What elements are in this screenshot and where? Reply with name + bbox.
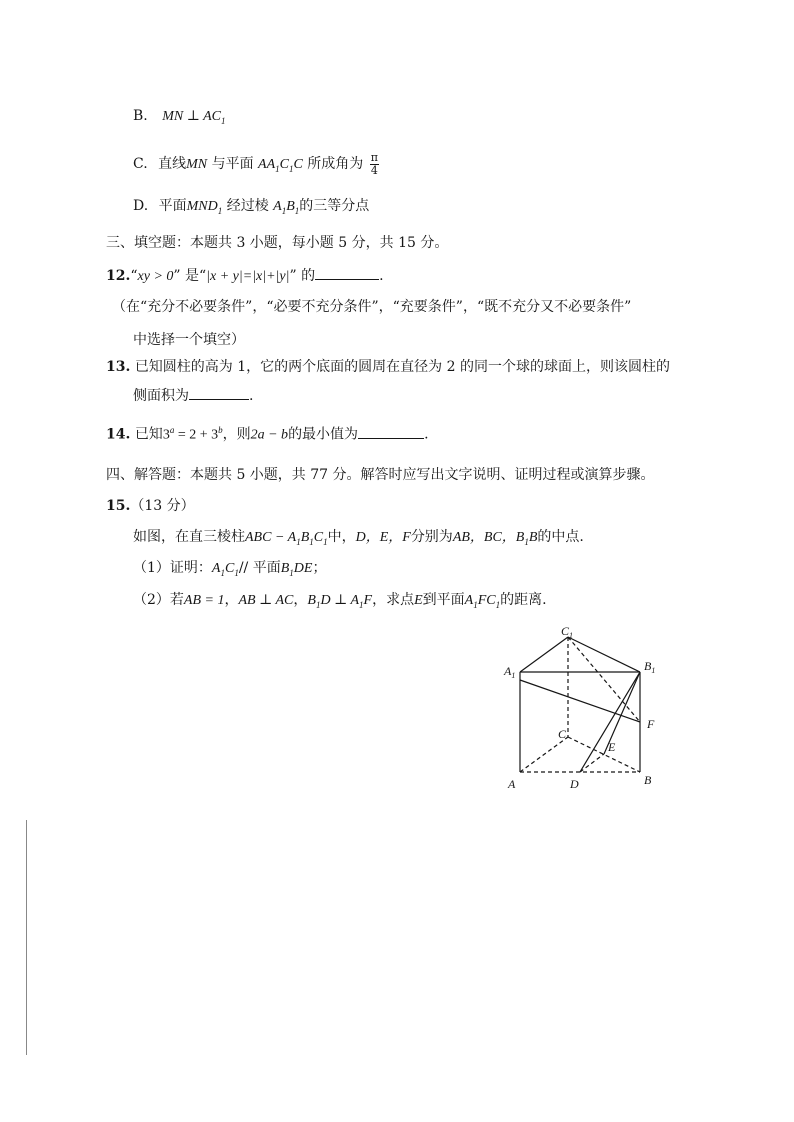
label-b: B (644, 773, 652, 787)
prism-figure (500, 620, 670, 795)
q15-part2 (133, 590, 547, 615)
q13-number: 13. (106, 359, 131, 375)
q14-eq-mid: = 2 + 3 (174, 427, 219, 443)
option-b-label: B. (133, 108, 148, 124)
q15-p2-mid: ，求点 (372, 592, 415, 608)
q15-prism-c: C (313, 530, 324, 545)
edge-a1c1 (520, 637, 568, 672)
option-c-mn: MN (186, 157, 208, 172)
option-d-label: D. (133, 198, 149, 214)
q14-end: . (424, 426, 429, 443)
q14-pre: 已知 (134, 426, 163, 443)
q15-prism-b: B (300, 530, 310, 545)
q15-p2-end: 的距离. (500, 592, 547, 608)
option-c-frac-den: 4 (370, 163, 378, 177)
q12-expression: |x + y|=|x|+|y| (206, 269, 290, 284)
option-b-sub: 1 (221, 115, 226, 126)
question-13 (106, 357, 670, 377)
option-d-s1: 1 (217, 205, 223, 216)
q15-p2-mid2: 到平面 (422, 592, 465, 608)
section-3-heading: 三、填空题：本题共 3 小题，每小题 5 分，共 15 分。 (106, 235, 449, 251)
q15-stem (133, 527, 584, 552)
option-c-frac-num: π (370, 150, 378, 164)
q15-number: 15. (106, 498, 131, 514)
q15-p2-f: F (363, 593, 373, 608)
label-c1: $C_1$ (561, 624, 574, 640)
option-c-plane: AA (258, 157, 276, 172)
q15-p2-b: B (307, 593, 316, 608)
q12-options-line2: 中选择一个填空） (133, 332, 245, 348)
label-b1: $B_1$ (644, 659, 656, 675)
q15-p2-perp: AB ⊥ AC (238, 593, 294, 608)
q15-p2-sub2: 1 (359, 599, 364, 610)
line-de (580, 754, 604, 772)
q15-p2-comma1: ， (224, 592, 239, 608)
q12-quote-open: “ (130, 268, 138, 284)
option-d-plane: MND (186, 199, 218, 214)
q15-stem-end: 的中点. (537, 529, 584, 545)
q14-expression: 2a − b (250, 427, 289, 443)
label-a1: $A_1$ (504, 664, 516, 680)
q15-p2-d: D ⊥ A (320, 593, 360, 608)
q15-p2-sub3: 1 (473, 599, 478, 610)
q14-sup-a: a (169, 425, 175, 435)
option-d-b: B (286, 199, 295, 214)
option-c-post: 所成角为 (307, 156, 364, 172)
q14-post: 的最小值为 (288, 426, 359, 443)
q15-edges-b: B (528, 530, 538, 545)
q15-p1-sub1: 1 (220, 567, 225, 578)
q15-p1-a: A (211, 561, 221, 576)
q15-part1 (133, 558, 326, 583)
option-c-label: C. (133, 156, 148, 172)
q15-p1-c: C (224, 561, 235, 576)
edge-ac (520, 737, 568, 772)
question-14 (106, 420, 429, 446)
q15-p1-sub2: 1 (234, 567, 239, 578)
q15-points-def: D，E，F (355, 530, 411, 545)
q15-p2-sub4: 1 (495, 599, 501, 610)
q15-edges: AB，BC，B (452, 530, 525, 545)
q14-mid: ，则 (222, 426, 251, 443)
option-c-c2: C (293, 157, 303, 172)
q12-options-line1: （在“充分不必要条件”，“必要不充分条件”，“充要条件”，“既不充分又不必要条件” (112, 299, 632, 315)
label-d: D (570, 777, 579, 791)
q14-number: 14. (106, 426, 131, 443)
q15-stem-mid2: 分别为 (410, 529, 453, 545)
q15-p2-fc: FC (477, 593, 496, 608)
option-b-text: MN ⊥ AC (162, 109, 222, 124)
label-f: F (647, 717, 655, 731)
q15-p2-label: （2）若 (133, 592, 184, 608)
q13-answer-blank[interactable] (189, 385, 249, 400)
q15-p1-b: B (280, 561, 290, 576)
q15-p2-a: A (464, 593, 474, 608)
q12-answer-blank[interactable] (315, 265, 379, 280)
option-c-s1: 1 (275, 163, 280, 174)
q15-points: （13 分） (130, 498, 195, 514)
label-e: E (608, 740, 616, 754)
q14-answer-blank[interactable] (358, 424, 424, 439)
option-d-mid: 经过棱 (226, 198, 269, 214)
q12-number: 12. (106, 268, 131, 284)
q15-p1-parallel: // 平面 (238, 560, 281, 576)
q12-quote-close: ” 的 (289, 268, 316, 284)
q15-p1-de: DE (293, 561, 313, 576)
q15-stem-pre: 如图，在直三棱柱 (133, 529, 245, 545)
option-c-fraction (370, 152, 379, 177)
q12-quote-mid: ” 是“ (173, 268, 207, 284)
option-c-c1: C (279, 157, 289, 172)
option-c-pre: 直线 (158, 156, 187, 172)
q15-p1-label: （1）证明： (133, 560, 212, 576)
option-d-a: A (273, 199, 282, 214)
q15-p2-sub1: 1 (315, 599, 321, 610)
option-d-s3: 1 (294, 205, 300, 216)
q12-end: . (379, 268, 384, 284)
question-12 (106, 265, 384, 287)
q15-p2-e: E (414, 593, 423, 608)
q13-line2-row (133, 385, 253, 406)
q13-end: . (249, 388, 254, 404)
q15-p1-sub3: 1 (289, 567, 294, 578)
option-d-pre: 平面 (158, 198, 187, 214)
q14-sup-b: b (218, 425, 223, 435)
q15-prism-sub2: 1 (309, 536, 314, 547)
q14-eq-a: 3 (162, 427, 170, 443)
option-c (133, 150, 379, 183)
q15-edges-sub: 1 (524, 536, 529, 547)
q15-stem-mid: 中， (327, 529, 356, 545)
q13-line2: 侧面积为 (133, 388, 189, 404)
edge-c1b1 (568, 637, 640, 672)
label-a: A (508, 777, 516, 791)
q15-p2-comma2: ， (293, 592, 308, 608)
section-4-heading: 四、解答题：本题共 5 小题，共 77 分。解答时应写出文字说明、证明过程或演算步骤。 (106, 467, 655, 483)
scan-edge-line (26, 820, 27, 1055)
option-d-post: 的三等分点 (299, 198, 370, 214)
q12-condition: xy > 0 (137, 269, 174, 284)
q15-prism-sub1: 1 (296, 536, 301, 547)
q13-line1: 已知圆柱的高为 1，它的两个底面的圆周在直径为 2 的同一个球的球面上，则该圆柱的 (134, 359, 670, 375)
q15-p2-ab: AB = 1 (183, 593, 225, 608)
question-15-header (106, 496, 195, 516)
option-c-mid: 与平面 (211, 156, 254, 172)
q15-prism-sub3: 1 (323, 536, 328, 547)
label-c: C (558, 727, 567, 741)
option-d (133, 196, 369, 221)
option-b (133, 106, 226, 131)
option-c-s2: 1 (288, 163, 294, 174)
q15-prism: ABC − A (245, 530, 297, 545)
q15-p1-end: ； (312, 560, 327, 576)
option-d-s2: 1 (281, 205, 287, 216)
